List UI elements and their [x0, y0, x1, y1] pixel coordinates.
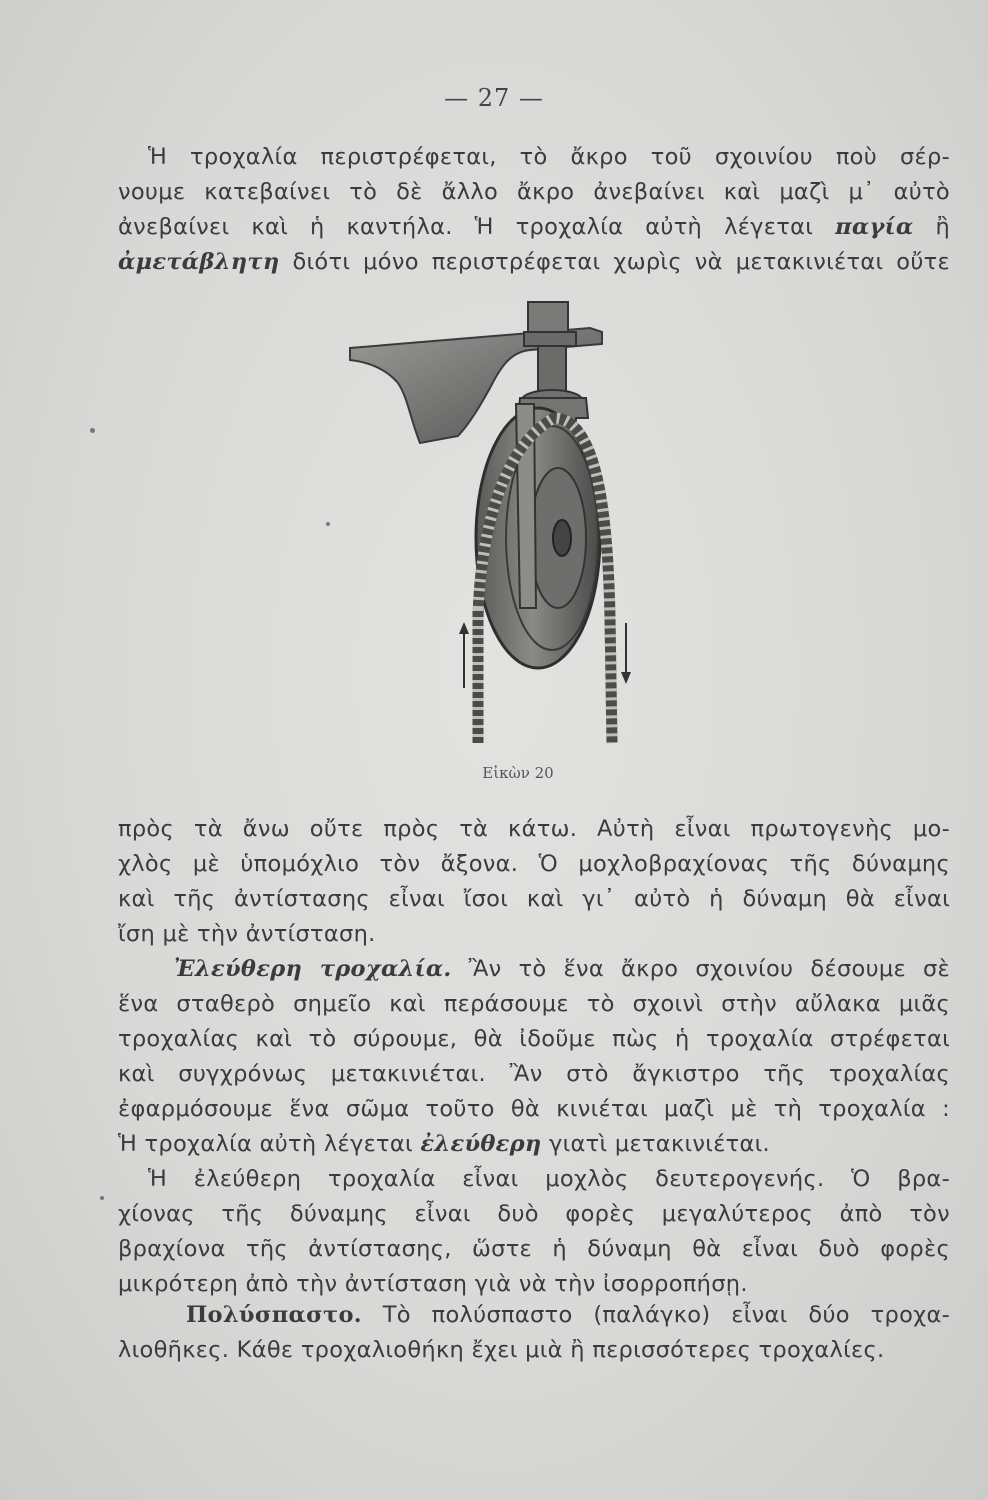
- text-fragment: ἢ: [935, 214, 951, 240]
- text-line: χλὸς μὲ ὑπομόχλιο τὸν ἄξονα. Ὁ μοχλοβραχίονας τῆς δύναμης: [118, 851, 950, 877]
- text-line: καὶ τῆς ἀντίστασης εἶναι ἴσοι καὶ γι᾿ αὐτὸ ἡ δύναμη θὰ εἶναι: [118, 886, 950, 912]
- paragraph-free-pulley-lever: [118, 1162, 950, 1302]
- text-line: νουμε κατεβαίνει τὸ δὲ ἄλλο ἄκρο ἀνεβαίνει καὶ μαζὶ μ᾿ αὐτὸ: [118, 179, 950, 205]
- text-line: καὶ συγχρόνως μετακινιέται. Ἂν στὸ ἄγκιστρο τῆς τροχαλίας: [118, 1061, 950, 1087]
- text-fragment: Ἂν τὸ ἕνα ἄκρο σχοινίου δέσουμε σὲ: [468, 956, 951, 982]
- scan-speck: [90, 428, 95, 433]
- text-line: πρὸς τὰ ἄνω οὔτε πρὸς τὰ κάτω. Αὐτὴ εἶναι πρωτογενὴς μο-: [118, 816, 950, 842]
- section-heading-free-pulley: Ἐλεύθερη τροχαλία.: [174, 956, 452, 982]
- paragraph-fixed-pulley-lever: [118, 812, 950, 952]
- term-free: ἐλεύθερη: [420, 1131, 542, 1157]
- text-line: ἕνα σταθερὸ σημεῖο καὶ περάσουμε τὸ σχοινὶ στὴν αὔλακα μιᾶς: [118, 991, 950, 1017]
- text-fragment: Ἡ τροχαλία αὐτὴ λέγεται: [118, 1131, 413, 1157]
- paragraph-fixed-pulley-intro: [118, 140, 950, 280]
- text-line: βραχίονα τῆς ἀντίστασης, ὥστε ἡ δύναμη θὰ εἶναι δυὸ φορὲς: [118, 1236, 950, 1262]
- text-fragment: γιατὶ μετακινιέται.: [549, 1131, 771, 1157]
- text-line: ἐφαρμόσουμε ἕνα σῶμα τοῦτο θὰ κινιέται μαζὶ μὲ τὴ τροχαλία :: [118, 1096, 950, 1122]
- section-heading-block-and-tackle: Πολύσπαστο.: [186, 1302, 362, 1328]
- term-unchangeable: ἀμετάβλητη: [118, 249, 280, 275]
- up-arrow-icon: [459, 622, 469, 688]
- term-fixed: παγία: [835, 214, 914, 240]
- page-number: — 27 —: [444, 84, 544, 112]
- text-line: [118, 1298, 950, 1333]
- text-line: ἴση μὲ τὴν ἀντίσταση.: [118, 921, 376, 947]
- paragraph-free-pulley: [118, 952, 950, 1162]
- text-line: λιοθῆκες. Κάθε τροχαλιοθήκη ἔχει μιὰ ἢ περισσότερες τροχαλίες.: [118, 1337, 885, 1363]
- text-line: Ἡ τροχαλία περιστρέφεται, τὸ ἄκρο τοῦ σχοινίου ποὺ σέρ-: [148, 144, 950, 170]
- text-fragment: διότι μόνο περιστρέφεται χωρὶς νὰ μετακινιέται οὔτε: [292, 249, 950, 275]
- figure-caption: Εἰκὼν 20: [482, 764, 554, 782]
- scan-speck: [100, 1196, 104, 1200]
- text-line: [118, 1127, 950, 1162]
- text-line: [118, 210, 950, 245]
- pulley-illustration: [340, 288, 660, 758]
- text-line: [118, 245, 950, 280]
- text-line: χίονας τῆς δύναμης εἶναι δυὸ φορὲς μεγαλύτερος ἀπὸ τὸν: [118, 1201, 950, 1227]
- text-line: Ἡ ἐλεύθερη τροχαλία εἶναι μοχλὸς δευτερογενής. Ὁ βρα-: [148, 1166, 950, 1192]
- down-arrow-icon: [621, 623, 631, 684]
- text-line: μικρότερη ἀπὸ τὴν ἀντίσταση γιὰ νὰ τὴν ἰσορροπήσῃ.: [118, 1271, 748, 1297]
- paragraph-block-and-tackle: [118, 1298, 950, 1368]
- text-line: τροχαλίας καὶ τὸ σύρουμε, θὰ ἰδοῦμε πὼς ἡ τροχαλία στρέφεται: [118, 1026, 950, 1052]
- text-line: [118, 952, 950, 987]
- text-fragment: Τὸ πολύσπαστο (παλάγκο) εἶναι δύο τροχα-: [382, 1302, 950, 1328]
- text-fragment: ἀνεβαίνει καὶ ἡ καντήλα. Ἡ τροχαλία αὐτὴ λέγεται: [118, 214, 814, 240]
- scan-speck: [326, 522, 330, 526]
